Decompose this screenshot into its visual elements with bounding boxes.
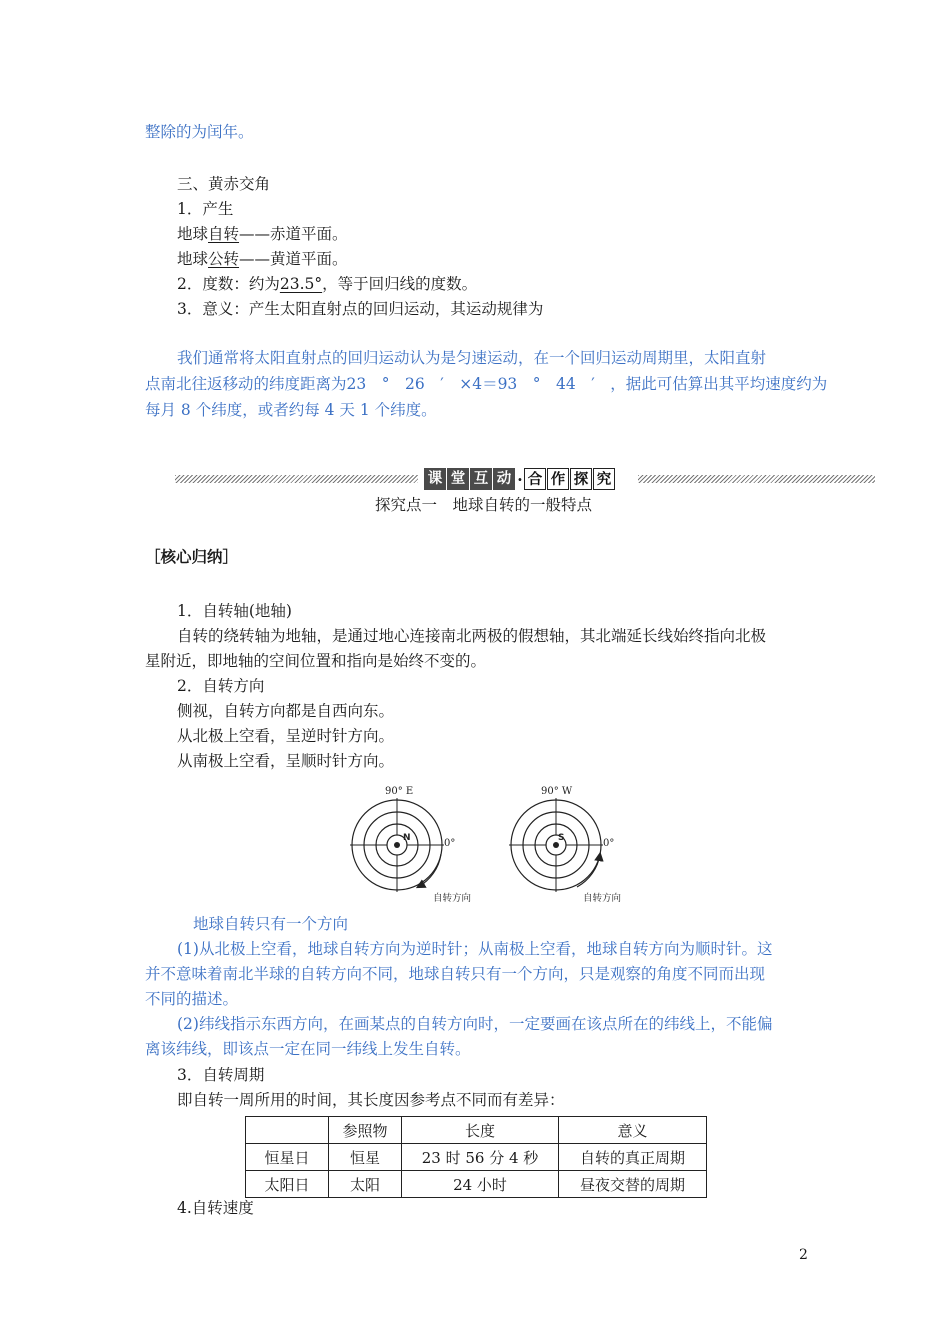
rotation-period-table <box>245 1116 707 1198</box>
south-rotation-arrow <box>577 854 600 887</box>
banner-char: 合 <box>524 468 546 490</box>
section-heading: 三、黄赤交角 <box>177 175 271 193</box>
table-header-cell: 参照物 <box>329 1117 402 1144</box>
south-pole-diagram <box>509 786 621 904</box>
direction-note-p1-3: 不同的描述。 <box>145 990 239 1008</box>
banner-char: 作 <box>547 468 569 490</box>
banner-hatch-left <box>175 475 418 483</box>
table-cell: 恒星 <box>329 1144 402 1171</box>
table-cell: 恒星日 <box>246 1144 329 1171</box>
banner-hatch-right <box>638 475 875 483</box>
table-cell: 自转的真正周期 <box>559 1144 707 1171</box>
table-header-cell <box>246 1117 329 1144</box>
direction-line-3: 从南极上空看，呈顺时针方向。 <box>177 752 395 770</box>
table-header-cell: 长度 <box>402 1117 559 1144</box>
north-rotation-arrow <box>418 854 441 887</box>
banner-char: 探 <box>570 468 592 490</box>
banner-char: 互 <box>470 468 492 490</box>
rotation-line-pre: 地球 <box>177 225 209 243</box>
table-cell: 太阳日 <box>246 1171 329 1198</box>
table-row <box>246 1144 707 1171</box>
table-cell: 24 小时 <box>402 1171 559 1198</box>
axis-text-1: 自转的绕转轴为地轴，是通过地心连接南北两极的假想轴，其北端延长线始终指向北极 <box>177 627 767 645</box>
rotation-keyword: 自转 <box>208 225 240 243</box>
direction-note-p1-2: 并不意味着南北半球的自转方向不同，地球自转只有一个方向，只是观察的角度不同而出现 <box>145 965 766 983</box>
axis-heading: 1．自转轴(地轴) <box>177 602 292 620</box>
degree-line <box>177 273 477 295</box>
rotation-direction-figure <box>345 780 645 905</box>
significance-line: 3．意义：产生太阳直射点的回归运动，其运动规律为 <box>177 300 544 318</box>
direction-note-p2-1: (2)纬线指示东西方向，在画某点的自转方向时，一定要画在该点所在的纬线上，不能偏 <box>177 1015 773 1033</box>
period-intro: 即自转一周所用的时间，其长度因参考点不同而有差异： <box>177 1091 565 1109</box>
page-number: 2 <box>799 1247 808 1263</box>
south-pole-label: S <box>558 833 565 843</box>
speed-heading: 4.自转速度 <box>177 1199 254 1217</box>
direction-note-title: 地球自转只有一个方向 <box>193 915 349 933</box>
inquiry-title: 探究点一 地球自转的一般特点 <box>375 496 593 514</box>
note-line-1: 我们通常将太阳直射点的回归运动认为是匀速运动，在一个回归运动周期里，太阳直射 <box>177 349 767 367</box>
period-heading: 3．自转周期 <box>177 1066 265 1084</box>
direction-note-p2-2: 离该纬线，即该点一定在同一纬线上发生自转。 <box>145 1040 471 1058</box>
banner-char: 课 <box>424 468 446 490</box>
table-header-cell: 意义 <box>559 1117 707 1144</box>
degree-value: 23.5° <box>279 275 323 293</box>
table-cell: 23 时 56 分 4 秒 <box>402 1144 559 1171</box>
item-heading: 1．产生 <box>177 200 234 218</box>
north-pole-label: N <box>403 833 411 843</box>
continuation-text: 整除的为闰年。 <box>145 123 254 141</box>
core-summary-heading: ［核心归纳］ <box>145 547 239 566</box>
table-header-row <box>246 1117 707 1144</box>
direction-line-2: 从北极上空看，呈逆时针方向。 <box>177 727 395 745</box>
direction-heading: 2．自转方向 <box>177 677 265 695</box>
banner-char: 究 <box>593 468 615 490</box>
table-cell: 太阳 <box>329 1171 402 1198</box>
north-caption: 自转方向 <box>433 893 472 904</box>
note-line-2: 点南北往返移动的纬度距离为23 ° 26 ′ ×4＝93 ° 44 ′ ，据此可估算出其平均速度约为 <box>145 375 828 393</box>
revolution-line-post: ——黄道平面。 <box>239 250 348 268</box>
north-zero-label: 0° <box>444 838 456 849</box>
rotation-line-post: ——赤道平面。 <box>239 225 348 243</box>
banner-char: 动 <box>493 468 515 490</box>
direction-note-p1-1: (1)从北极上空看，地球自转方向为逆时针；从南极上空看，地球自转方向为顺时针。这 <box>177 940 773 958</box>
section-banner <box>175 466 875 492</box>
axis-text-2: 星附近，即地轴的空间位置和指向是始终不变的。 <box>145 652 487 670</box>
direction-line-1: 侧视，自转方向都是自西向东。 <box>177 702 395 720</box>
banner-separator: · <box>517 469 523 489</box>
north-pole-diagram <box>350 786 471 904</box>
degree-pre: 2．度数：约为 <box>177 275 280 293</box>
revolution-line-pre: 地球 <box>177 250 209 268</box>
degree-post: ，等于回归线的度数。 <box>322 275 478 293</box>
banner-title <box>424 466 616 492</box>
note-line-3: 每月 8 个纬度，或者约每 4 天 1 个纬度。 <box>145 401 437 419</box>
rotation-line <box>177 223 348 245</box>
south-caption: 自转方向 <box>583 893 622 904</box>
south-top-label: 90° W <box>541 786 573 797</box>
table-cell: 昼夜交替的周期 <box>559 1171 707 1198</box>
north-top-label: 90° E <box>385 786 414 797</box>
revolution-keyword: 公转 <box>208 250 240 268</box>
table-row <box>246 1171 707 1198</box>
south-zero-label: 0° <box>603 838 615 849</box>
revolution-line <box>177 248 348 270</box>
banner-char: 堂 <box>447 468 469 490</box>
